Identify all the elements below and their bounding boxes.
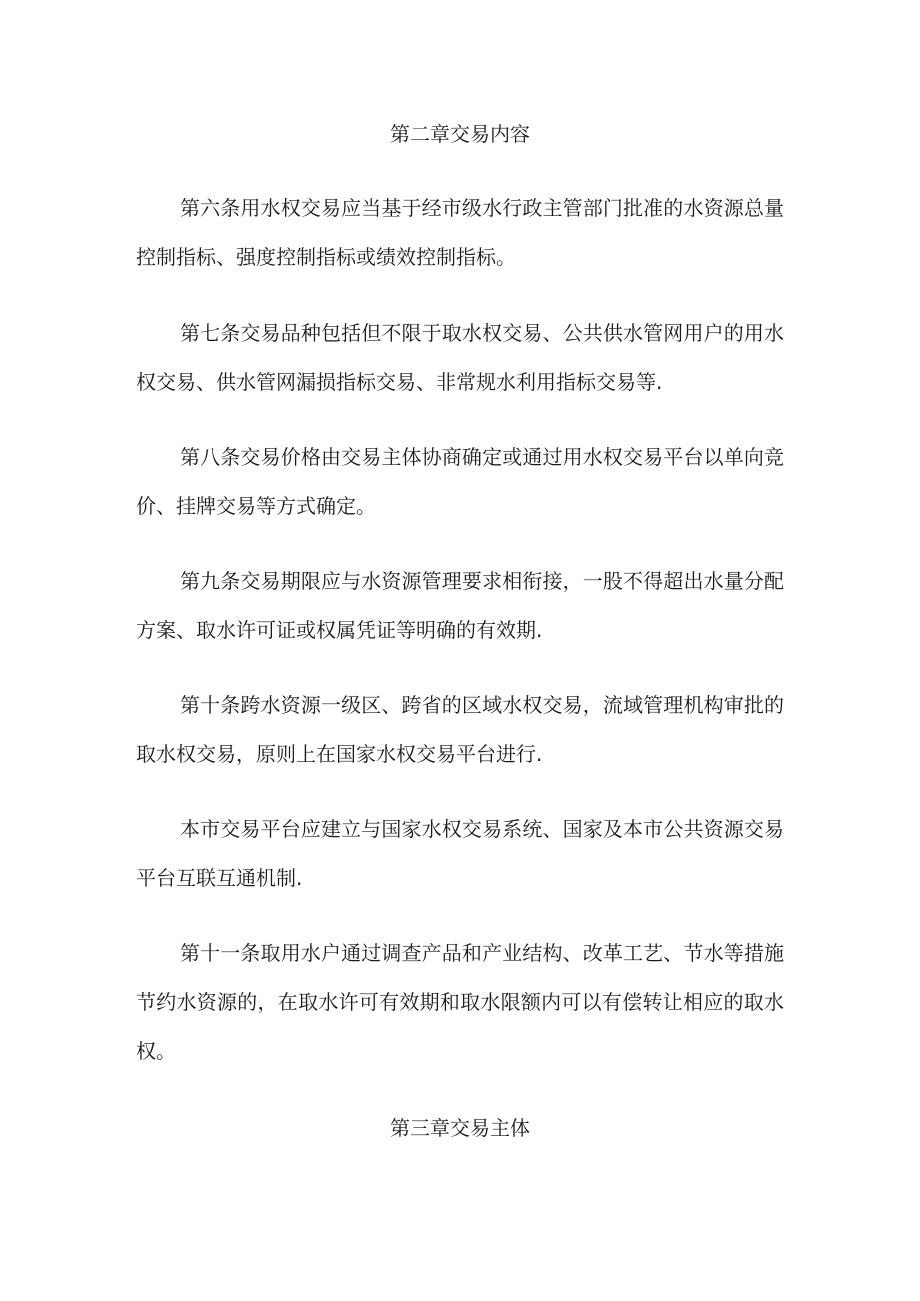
article-8-paragraph: 第八条交易价格由交易主体协商确定或通过用水权交易平台以单向竞价、挂牌交易等方式确定。 [136,445,784,518]
article-11-paragraph: 第十一条取用水户通过调查产品和产业结构、改革工艺、节水等措施节约水资源的，在取水许可有效期和取水限额内可以有偿转让相应的取水权。 [136,941,784,1063]
article-7-paragraph: 第七条交易品种包括但不限于取水权交易、公共供水管网用户的用水权交易、供水管网漏损指标交易、非常规水利用指标交易等. [136,321,784,394]
chapter-2-heading: 第二章交易内容 [390,122,530,146]
article-10-paragraph: 第十条跨水资源一级区、跨省的区域水权交易，流域管理机构审批的取水权交易，原则上在国家水权交易平台进行. [136,693,784,766]
platform-interconnection-paragraph: 本市交易平台应建立与国家水权交易系统、国家及本市公共资源交易平台互联互通机制. [136,817,784,890]
article-6-paragraph: 第六条用水权交易应当基于经市级水行政主管部门批准的水资源总量控制指标、强度控制指标或绩效控制指标。 [136,196,784,269]
chapter-3-heading: 第三章交易主体 [390,1116,530,1140]
article-9-paragraph: 第九条交易期限应与水资源管理要求相衔接，一股不得超出水量分配方案、取水许可证或权属凭证等明确的有效期. [136,569,784,642]
